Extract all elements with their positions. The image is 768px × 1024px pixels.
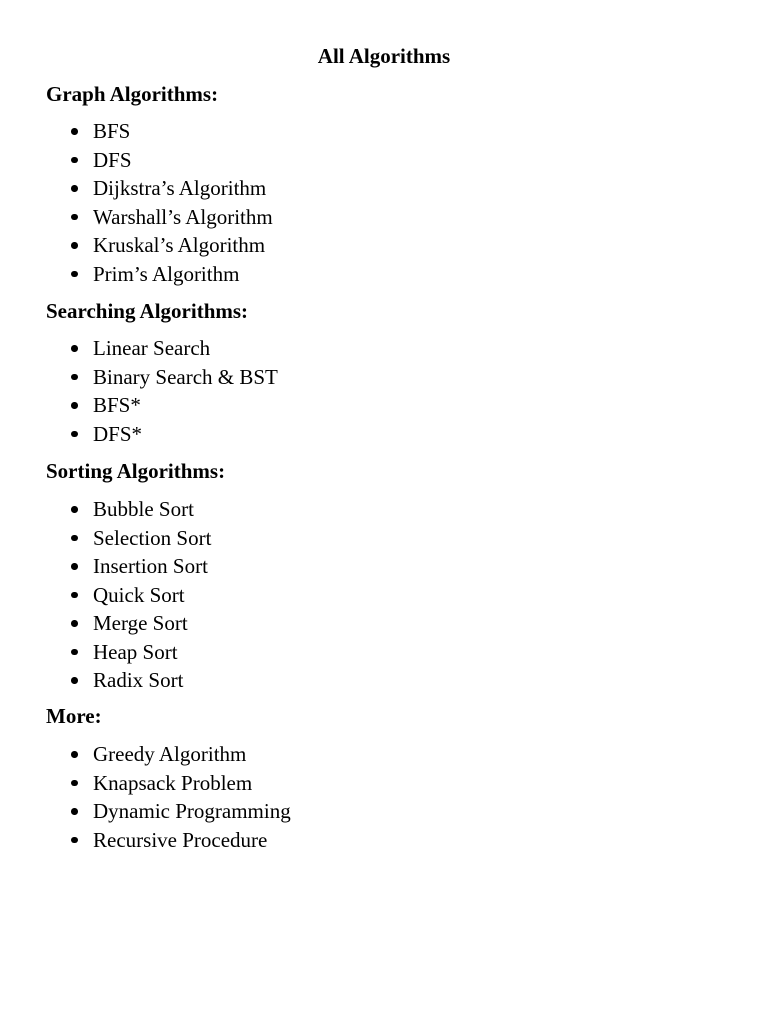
section-heading-graph: Graph Algorithms: — [46, 82, 219, 106]
list-item-label: Linear Search — [93, 336, 211, 360]
bullet-icon — [71, 345, 78, 352]
list-item-label: Dynamic Programming — [93, 799, 291, 823]
bullet-icon — [71, 780, 78, 787]
bullet-icon — [71, 837, 78, 844]
document-title: All Algorithms — [317, 44, 451, 68]
list-item-label: Recursive Procedure — [93, 827, 268, 852]
list-item-label: DFS — [93, 147, 132, 172]
list-item-label: Quick Sort — [93, 582, 185, 607]
list-item-label: Prim’s Algorithm — [93, 261, 240, 286]
bullet-icon — [71, 620, 78, 627]
section-heading-more: More: — [46, 704, 102, 728]
list-item-label: DFS* — [93, 421, 143, 446]
section-heading-searching: Searching Algorithms: — [46, 299, 249, 323]
list-item-label: Dijkstra’s Algorithm — [93, 176, 267, 200]
bullet-icon — [71, 185, 78, 192]
bullet-icon — [71, 431, 78, 438]
section-heading-sorting: Sorting Algorithms: — [46, 459, 226, 483]
list-item-label: Greedy Algorithm — [93, 742, 247, 766]
list-item-label: Kruskal’s Algorithm — [93, 233, 266, 257]
bullet-icon — [71, 563, 78, 570]
bullet-icon — [71, 535, 78, 542]
bullet-icon — [71, 374, 78, 381]
bullet-icon — [71, 649, 78, 656]
list-item-label: Warshall’s Algorithm — [93, 204, 273, 229]
list-item-label: Knapsack Problem — [93, 770, 253, 795]
list-item-label: Merge Sort — [93, 611, 188, 635]
bullet-icon — [71, 592, 78, 599]
list-item-label: Selection Sort — [93, 525, 212, 550]
bullet-icon — [71, 506, 78, 513]
list-item-label: Heap Sort — [93, 639, 178, 664]
bullet-icon — [71, 402, 78, 409]
bullet-icon — [71, 214, 78, 221]
list-item-label: Insertion Sort — [93, 554, 208, 578]
list-item-label: Radix Sort — [93, 668, 184, 692]
list-item-label: BFS* — [93, 393, 141, 417]
list-item-label: BFS — [93, 119, 131, 143]
bullet-icon — [71, 128, 78, 135]
list-item-label: Binary Search & BST — [93, 364, 278, 389]
bullet-icon — [71, 271, 78, 278]
bullet-icon — [71, 157, 78, 164]
list-item-label: Bubble Sort — [93, 497, 194, 521]
bullet-icon — [71, 677, 78, 684]
bullet-icon — [71, 808, 78, 815]
bullet-icon — [71, 242, 78, 249]
bullet-icon — [71, 751, 78, 758]
